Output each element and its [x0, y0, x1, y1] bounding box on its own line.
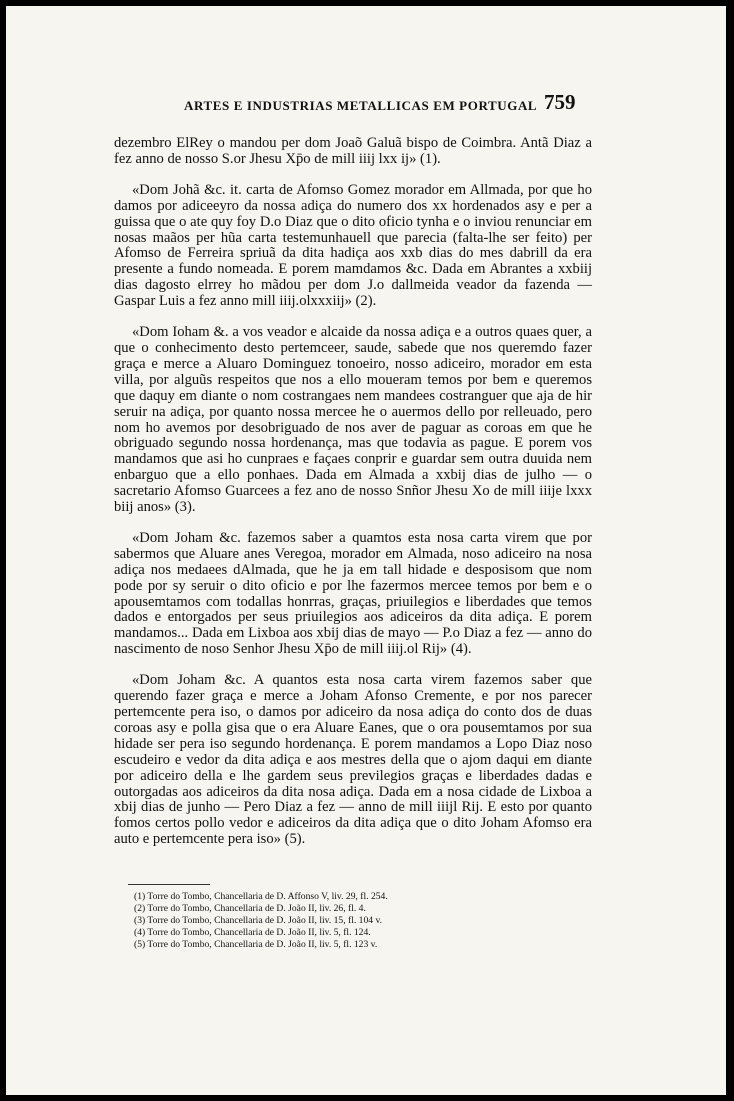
paragraph-3: «Dom Ioham &. a vos veador e alcaide da nossa adiça e a outros quaes quer, a que o conhecimento desto pertemceer, saude, sabede que nos queremdo fazer graça e merce a Aluaro Dominguez tonoeiro, nosso adiceiro, morador em esta villa, por alguũs respeitos que nos a ello moueram temos por bem e queremos que daquy em diante o nom costrangaes nem mandees costranguer que aja de hir seruir na adiça, por quanto nossa mercee he o auermos dello por relleuado, pero nom ho avemos por desobriguado de nos aver de paguar as coroas em que he obriguado segundo nossa hordenança, mas que todavia as pague. E porem vos mandamos que asi ho cunpraes e façaes conprir e guardar sem outra duuida nem enbarguo que a ello ponhaes. Dada em Almada a xxbij dias de julho — o sacretario Afomso Guarcees a fez ano de nosso Snñor Jhesu Xo de mill iiije lxxx biij anos» (3). — [114, 324, 592, 516]
paragraph-5: «Dom Joham &c. A quantos esta nosa carta virem fazemos saber que querendo fazer graça e merce a Joham Afonso Cremente, e por nos parecer pertemcente pera iso, o damos por adiceiro da nosa adiça do conto dos de duas coroas asy e polla gisa que o era Aluare Eanes, que o ora pousemtamos por sua hidade ser pera iso segundo hordenança. E porem mandamos a Lopo Diaz noso escudeiro e vedor da dita adiça e aos mestres della que o ajom daqui em diante por adiceiro della e lhe gardem seus previlegios graças e liberdades dadas e outorgadas aos adiceiros da dita nosa adiça. Dada em a nosa cidade de Lixboa a xbij dias de junho — Pero Diaz a fez — anno de mill iiijl Rij. E esto por quanto fomos certos pollo vedor e adiceiros da dita adiça que o dito Joham Afomso era auto e pertemcente pera iso» (5). — [114, 672, 592, 848]
footnote-5: (5) Torre do Tombo, Chancellaria de D. João II, liv. 5, fl. 123 v. — [134, 939, 378, 950]
paragraph-2: «Dom Johã &c. it. carta de Afomso Gomez morador em Allmada, por que ho damos por adiceeyro da nossa adiça do numero dos xx hordenados asy e per a guissa que o ate quy foy D.o Diaz que o dito oficio tynha e o inviou renunciar em nosas maãos per hũa carta testemunhauell que parecia (falta-lhe ser feito) per Afomso de Ferreira spriuã da dita hadiça aos xxb dias do mes dabrill da era presente a fundo nomeada. E porem mamdamos &c. Dada em Abrantes a xxbiij dias dagosto elrrey ho mãdou per dom J.o dallmeida veador da fazenda — Gaspar Luis a fez anno mill iiij.olxxxiij» (2). — [114, 181, 592, 310]
footnote-divider — [128, 884, 210, 885]
footnote-3: (3) Torre do Tombo, Chancellaria de D. João II, liv. 15, fl. 104 v. — [134, 915, 383, 926]
body-text — [114, 136, 592, 863]
book-page — [6, 6, 726, 1095]
footnote-4: (4) Torre do Tombo, Chancellaria de D. João II, liv. 5, fl. 124. — [134, 927, 371, 938]
footnotes — [134, 891, 388, 951]
footnote-2: (2) Torre do Tombo, Chancellaria de D. João II, liv. 26, fl. 4. — [134, 903, 366, 914]
paragraph-4: «Dom Joham &c. fazemos saber a quamtos esta nosa carta virem que por sabermos que Aluare anes Veregoa, morador em Almada, noso adiceiro na nosa adiça nos medaees dAlmada, que he ja em tall hidade e desposisom que nom pode por sy seruir o dito oficio e por lhe fazermos mercee temos por bem e o apousemtamos com todallas honrras, graças, priuilegios e liberdades que temos dados e entorgados per seus priuilegios aos adiceiros da dita adiça. E porem mandamos... Dada em Lixboa aos xbij dias de mayo — P.o Diaz a fez — anno do nascimento de noso Senhor Jhesu Xp̄o de mill iiij.ol Rij» (4). — [114, 529, 592, 658]
footnote-1: (1) Torre do Tombo, Chancellaria de D. Affonso V, liv. 29, fl. 254. — [134, 891, 388, 902]
running-header: ARTES E INDUSTRIAS METALLICAS EM PORTUGAL — [184, 98, 538, 113]
page-number: 759 — [544, 90, 576, 114]
paragraph-1: dezembro ElRey o mandou per dom Joaõ Galuã bispo de Coimbra. Antã Diaz a fez anno de nosso S.or Jhesu Xp̄o de mill iiij lxx ij» (1). — [114, 135, 592, 167]
